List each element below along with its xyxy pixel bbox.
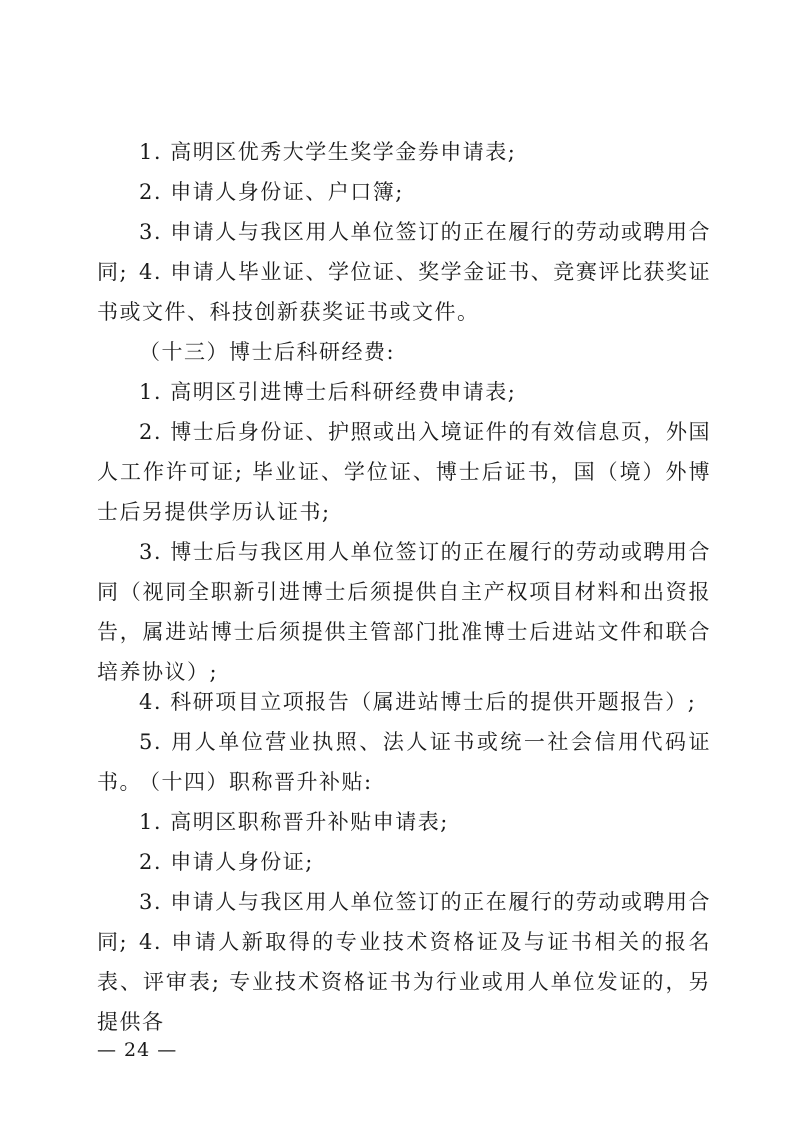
paragraph-14: 3. 申请人与我区用人单位签订的正在履行的劳动或聘用合同; — [97, 890, 711, 954]
paragraph-9: 4. 科研项目立项报告（属进站博士后的提供开题报告）; — [139, 690, 697, 714]
paragraph-3: 3. 申请人与我区用人单位签订的正在履行的劳动或聘用合同; — [97, 220, 711, 284]
paragraph-8: 3. 博士后与我区用人单位签订的正在履行的劳动或聘用合同（视同全职新引进博士后须提供自主产权项目材料和出资报告，属进站博士后须提供主管部门批准博士后进站文件和联合培养协议）; — [97, 540, 711, 684]
paragraph-4: 4. 申请人毕业证、学位证、奖学金证书、竞赛评比获奖证书或文件、科技创新获奖证书或文件。 — [97, 260, 711, 324]
paragraph-13: 2. 申请人身份证; — [139, 850, 314, 874]
paragraph-1: 1. 高明区优秀大学生奖学金券申请表; — [139, 140, 517, 164]
section-heading-13: （十三）博士后科研经费: — [139, 340, 396, 364]
paragraph-6: 1. 高明区引进博士后科研经费申请表; — [139, 380, 517, 404]
paragraph-12: 1. 高明区职称晋升补贴申请表; — [139, 810, 449, 834]
paragraph-2: 2. 申请人身份证、户口簿; — [139, 180, 404, 204]
paragraph-15: 4. 申请人新取得的专业技术资格证及与证书相关的报名表、评审表; 专业技术资格证书为行业或用人单位发证的，另提供各 — [97, 930, 711, 1034]
section-heading-14: （十四）职称晋升补贴: — [139, 770, 373, 794]
paragraph-7: 2. 博士后身份证、护照或出入境证件的有效信息页，外国人工作许可证; 毕业证、学位证、博士后证书，国（境）外博士后另提供学历认证书; — [97, 420, 711, 524]
paragraph-10: 5. 用人单位营业执照、法人证书或统一社会信用代码证书。 — [97, 730, 711, 794]
page-number: — 24 — — [97, 1039, 178, 1061]
